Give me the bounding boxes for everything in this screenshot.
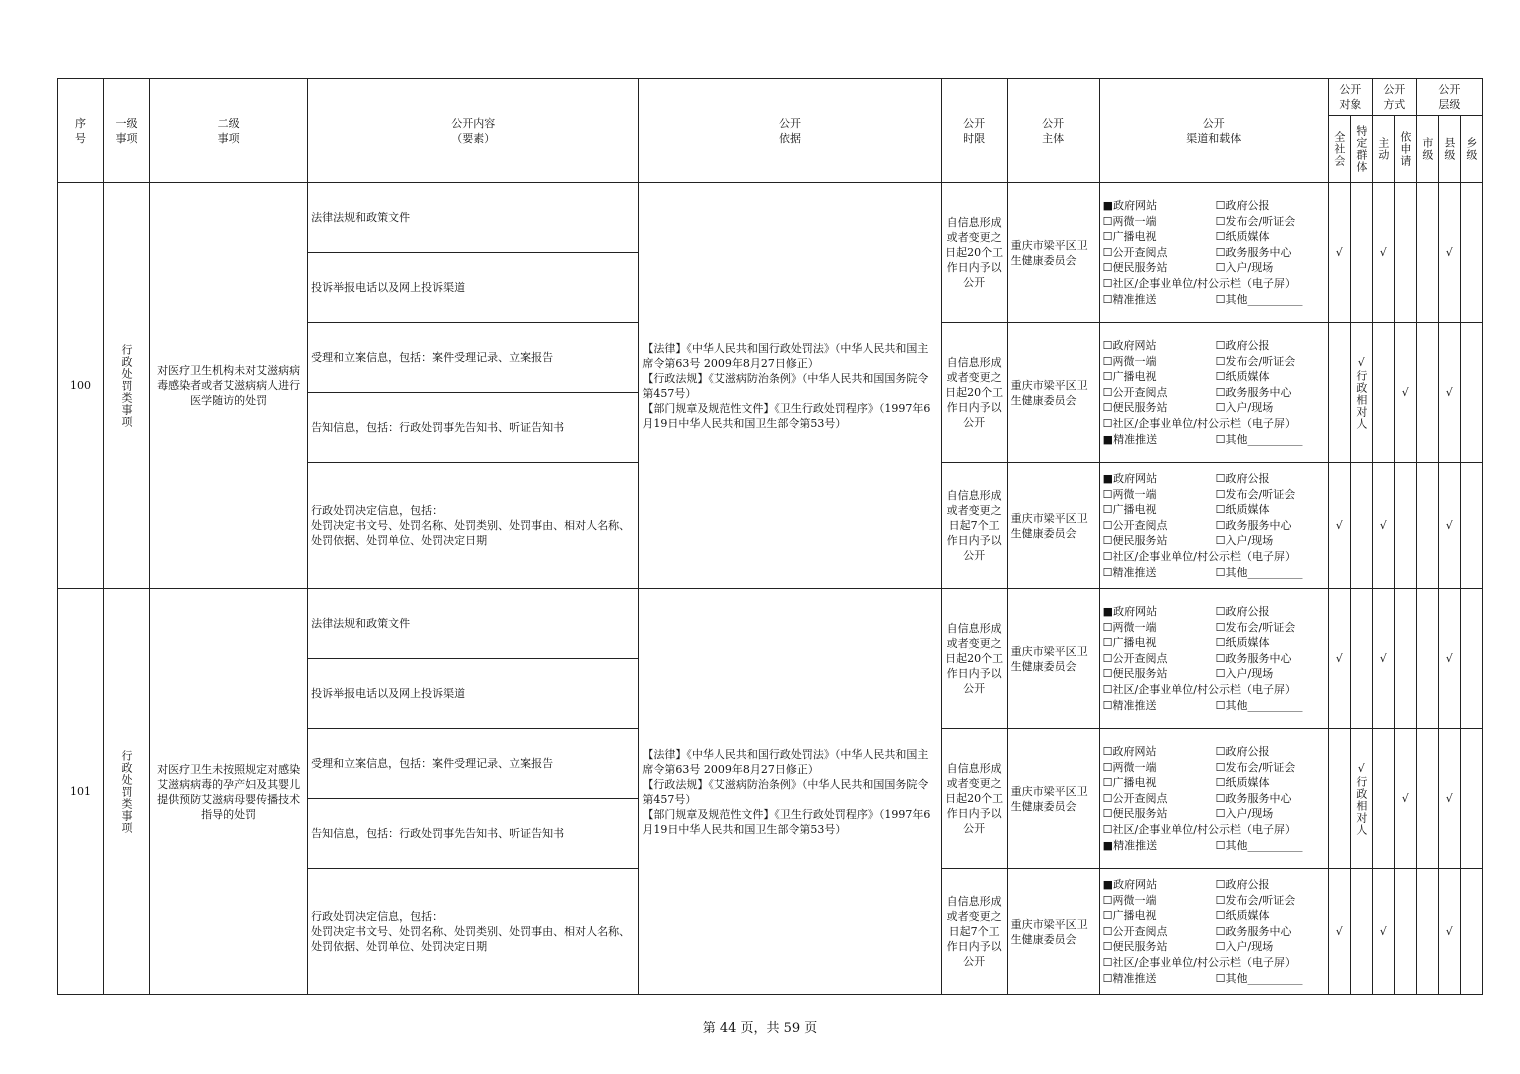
channel-option: ■政府网站	[1102, 605, 1158, 619]
mark-aud-specific	[1350, 463, 1372, 589]
channel-option: ☐便民服务站	[1102, 807, 1168, 821]
channel-option: ☐政府网站	[1102, 339, 1157, 353]
mark-lv-city	[1416, 589, 1438, 729]
channel-option: ☐发布会/听证会	[1215, 620, 1296, 634]
mark-lv-county: √	[1438, 589, 1460, 729]
mark-m-request: √	[1394, 323, 1416, 463]
mark-m-active	[1372, 323, 1394, 463]
header-lv-city: 市级	[1416, 116, 1438, 183]
item-deadline: 自信息形成或者变更之日起20个工作日内予以公开	[941, 323, 1007, 463]
channel-option: ☐政务服务中心	[1215, 385, 1292, 399]
mark-lv-county: √	[1438, 323, 1460, 463]
mark-m-request	[1394, 463, 1416, 589]
mark-m-request	[1394, 183, 1416, 323]
item-seq: 101	[58, 589, 104, 995]
channel-option: ☐发布会/听证会	[1215, 354, 1296, 368]
channel-option: ☐公开查阅点	[1102, 518, 1168, 532]
channel-option: ☐社区/企事业单位/村公示栏（电子屏）	[1102, 276, 1296, 290]
channel-option: ☐两微一端	[1102, 214, 1157, 228]
channel-option: ■政府网站	[1102, 878, 1158, 892]
mark-aud-specific: √行政相对人	[1350, 323, 1372, 463]
channel-option: ■精准推送	[1102, 839, 1158, 853]
item-channels	[1099, 183, 1328, 323]
header-method: 公开 方式	[1372, 79, 1416, 116]
mark-aud-all: √	[1328, 183, 1350, 323]
header-aud-specific: 特定群体	[1350, 116, 1372, 183]
header-subject: 公开 主体	[1007, 79, 1099, 183]
channel-option: ☐精准推送	[1102, 699, 1157, 713]
channel-option: ☐纸质媒体	[1215, 909, 1270, 923]
item-content: 投诉举报电话以及网上投诉渠道	[308, 659, 639, 729]
channel-option: ☐入户/现场	[1215, 940, 1274, 954]
channel-option: ☐发布会/听证会	[1215, 760, 1296, 774]
channel-option: ☐政务服务中心	[1215, 518, 1292, 532]
item-content: 法律法规和政策文件	[308, 589, 639, 659]
channel-option: ☐入户/现场	[1215, 667, 1274, 681]
channel-option: ☐广播电视	[1102, 776, 1157, 790]
channel-option: ☐政府公报	[1215, 878, 1270, 892]
mark-lv-town	[1460, 869, 1482, 995]
channel-option: ☐政府公报	[1215, 199, 1270, 213]
mark-lv-town	[1460, 589, 1482, 729]
channel-option: ☐两微一端	[1102, 354, 1157, 368]
mark-aud-all	[1328, 729, 1350, 869]
channel-option: ☐精准推送	[1102, 566, 1157, 580]
mark-aud-all: √	[1328, 589, 1350, 729]
mark-lv-city	[1416, 729, 1438, 869]
item-subject: 重庆市梁平区卫生健康委员会	[1007, 869, 1099, 995]
channel-option: ☐社区/企事业单位/村公示栏（电子屏）	[1102, 955, 1296, 969]
channel-option: ☐社区/企事业单位/村公示栏（电子屏）	[1102, 549, 1296, 563]
channel-option: ☐入户/现场	[1215, 534, 1274, 548]
channel-option: ☐公开查阅点	[1102, 651, 1168, 665]
channel-option: ☐纸质媒体	[1215, 230, 1270, 244]
item-level1: 行政处罚类事项	[104, 183, 150, 589]
channel-option: ☐公开查阅点	[1102, 385, 1168, 399]
item-subject: 重庆市梁平区卫生健康委员会	[1007, 729, 1099, 869]
header-m-active: 主动	[1372, 116, 1394, 183]
channel-option: ☐精准推送	[1102, 293, 1157, 307]
item-content: 法律法规和政策文件	[308, 183, 639, 253]
mark-aud-all	[1328, 323, 1350, 463]
page-footer: 第 44 页，共 59 页	[702, 1021, 818, 1036]
channel-option: ☐其他__________	[1215, 699, 1303, 713]
item-channels	[1099, 729, 1328, 869]
mark-lv-county: √	[1438, 729, 1460, 869]
mark-lv-town	[1460, 463, 1482, 589]
item-basis: 【法律】《中华人民共和国行政处罚法》（中华人民共和国主席令第63号 2009年8月27日修正） 【行政法规】《艾滋病防治条例》（中华人民共和国国务院令第457号） 【部门规章及规范性文件】《卫生行政处罚程序》（1997年6月19日中华人民共和国卫生部令第53号）	[639, 589, 941, 995]
item-content: 告知信息，包括：行政处罚事先告知书、听证告知书	[308, 393, 639, 463]
item-channels	[1099, 323, 1328, 463]
mark-lv-city	[1416, 869, 1438, 995]
header-lv-county: 县级	[1438, 116, 1460, 183]
item-level1: 行政处罚类事项	[104, 589, 150, 995]
mark-lv-county: √	[1438, 869, 1460, 995]
mark-lv-county: √	[1438, 183, 1460, 323]
header-audience: 公开 对象	[1328, 79, 1372, 116]
item-subject: 重庆市梁平区卫生健康委员会	[1007, 323, 1099, 463]
channel-option: ☐社区/企事业单位/村公示栏（电子屏）	[1102, 822, 1296, 836]
mark-m-active	[1372, 729, 1394, 869]
mark-aud-all: √	[1328, 869, 1350, 995]
channel-option: ☐政府公报	[1215, 745, 1270, 759]
mark-m-request	[1394, 589, 1416, 729]
item-content: 告知信息，包括：行政处罚事先告知书、听证告知书	[308, 799, 639, 869]
header-deadline: 公开 时限	[941, 79, 1007, 183]
channel-option: ☐入户/现场	[1215, 807, 1274, 821]
channel-option: ☐两微一端	[1102, 760, 1157, 774]
item-channels	[1099, 589, 1328, 729]
channel-option: ☐其他__________	[1215, 972, 1303, 986]
channel-option: ☐广播电视	[1102, 636, 1157, 650]
channel-option: ☐便民服务站	[1102, 401, 1168, 415]
channel-option: ☐广播电视	[1102, 503, 1157, 517]
channel-option: ☐纸质媒体	[1215, 636, 1270, 650]
channel-option: ☐两微一端	[1102, 620, 1157, 634]
channel-option: ☐广播电视	[1102, 370, 1157, 384]
mark-lv-town	[1460, 323, 1482, 463]
mark-aud-specific: √行政相对人	[1350, 729, 1372, 869]
mark-lv-town	[1460, 729, 1482, 869]
mark-m-request: √	[1394, 729, 1416, 869]
channel-option: ☐广播电视	[1102, 230, 1157, 244]
header-level1: 一级 事项	[104, 79, 150, 183]
item-subject: 重庆市梁平区卫生健康委员会	[1007, 183, 1099, 323]
channel-option: ☐公开查阅点	[1102, 791, 1168, 805]
channel-option: ☐纸质媒体	[1215, 776, 1270, 790]
header-aud-all: 全社会	[1328, 116, 1350, 183]
mark-lv-county: √	[1438, 463, 1460, 589]
item-channels	[1099, 463, 1328, 589]
item-channels	[1099, 869, 1328, 995]
channel-option: ☐纸质媒体	[1215, 370, 1270, 384]
channel-option: ☐两微一端	[1102, 893, 1157, 907]
item-deadline: 自信息形成或者变更之日起20个工作日内予以公开	[941, 183, 1007, 323]
channel-option: ☐精准推送	[1102, 972, 1157, 986]
mark-aud-all: √	[1328, 463, 1350, 589]
channel-option: ■政府网站	[1102, 199, 1158, 213]
channel-option: ☐便民服务站	[1102, 534, 1168, 548]
header-level2: 二级 事项	[150, 79, 308, 183]
header-level: 公开 层级	[1416, 79, 1482, 116]
channel-option: ☐入户/现场	[1215, 401, 1274, 415]
disclosure-table	[57, 78, 1483, 995]
mark-m-active: √	[1372, 869, 1394, 995]
item-deadline: 自信息形成或者变更之日起20个工作日内予以公开	[941, 589, 1007, 729]
mark-lv-city	[1416, 323, 1438, 463]
header-seq: 序 号	[58, 79, 104, 183]
channel-option: ☐其他__________	[1215, 293, 1303, 307]
mark-aud-specific	[1350, 869, 1372, 995]
item-content: 投诉举报电话以及网上投诉渠道	[308, 253, 639, 323]
channel-option: ☐社区/企事业单位/村公示栏（电子屏）	[1102, 682, 1296, 696]
channel-option: ☐入户/现场	[1215, 261, 1274, 275]
channel-option: ☐发布会/听证会	[1215, 214, 1296, 228]
item-basis: 【法律】《中华人民共和国行政处罚法》（中华人民共和国主席令第63号 2009年8月27日修正） 【行政法规】《艾滋病防治条例》（中华人民共和国国务院令第457号） 【部门规章及规范性文件】《卫生行政处罚程序》（1997年6月19日中华人民共和国卫生部令第53号）	[639, 183, 941, 589]
channel-option: ☐政府网站	[1102, 745, 1157, 759]
item-content: 行政处罚决定信息，包括： 处罚决定书文号、处罚名称、处罚类别、处罚事由、相对人名称、处罚依据、处罚单位、处罚决定日期	[308, 869, 639, 995]
mark-m-active: √	[1372, 463, 1394, 589]
header-basis: 公开 依据	[639, 79, 941, 183]
mark-lv-town	[1460, 183, 1482, 323]
channel-option: ☐其他__________	[1215, 433, 1303, 447]
header-m-request: 依申请	[1394, 116, 1416, 183]
mark-m-request	[1394, 869, 1416, 995]
header-content: 公开内容 （要素）	[308, 79, 639, 183]
channel-option: ☐便民服务站	[1102, 940, 1168, 954]
item-content: 行政处罚决定信息，包括： 处罚决定书文号、处罚名称、处罚类别、处罚事由、相对人名称、处罚依据、处罚单位、处罚决定日期	[308, 463, 639, 589]
header-channel: 公开 渠道和载体	[1099, 79, 1328, 183]
header-lv-town: 乡级	[1460, 116, 1482, 183]
channel-option: ■精准推送	[1102, 433, 1158, 447]
mark-m-active: √	[1372, 589, 1394, 729]
mark-lv-city	[1416, 183, 1438, 323]
channel-option: ☐其他__________	[1215, 566, 1303, 580]
channel-option: ☐便民服务站	[1102, 667, 1168, 681]
mark-aud-specific	[1350, 589, 1372, 729]
channel-option: ☐广播电视	[1102, 909, 1157, 923]
channel-option: ■政府网站	[1102, 472, 1158, 486]
item-deadline: 自信息形成或者变更之日起7个工作日内予以公开	[941, 869, 1007, 995]
item-content: 受理和立案信息，包括：案件受理记录、立案报告	[308, 323, 639, 393]
channel-option: ☐政务服务中心	[1215, 651, 1292, 665]
mark-m-active: √	[1372, 183, 1394, 323]
channel-option: ☐政府公报	[1215, 472, 1270, 486]
item-deadline: 自信息形成或者变更之日起7个工作日内予以公开	[941, 463, 1007, 589]
channel-option: ☐政府公报	[1215, 605, 1270, 619]
channel-option: ☐其他__________	[1215, 839, 1303, 853]
table-row	[58, 589, 1483, 659]
channel-option: ☐发布会/听证会	[1215, 487, 1296, 501]
channel-option: ☐政府公报	[1215, 339, 1270, 353]
item-subject: 重庆市梁平区卫生健康委员会	[1007, 589, 1099, 729]
channel-option: ☐政务服务中心	[1215, 245, 1292, 259]
channel-option: ☐公开查阅点	[1102, 924, 1168, 938]
channel-option: ☐发布会/听证会	[1215, 893, 1296, 907]
channel-option: ☐两微一端	[1102, 487, 1157, 501]
item-level2: 对医疗卫生未按照规定对感染艾滋病病毒的孕产妇及其婴儿提供预防艾滋病母婴传播技术指导的处罚	[150, 589, 308, 995]
channel-option: ☐纸质媒体	[1215, 503, 1270, 517]
channel-option: ☐政务服务中心	[1215, 924, 1292, 938]
channel-option: ☐公开查阅点	[1102, 245, 1168, 259]
channel-option: ☐政务服务中心	[1215, 791, 1292, 805]
item-content: 受理和立案信息，包括：案件受理记录、立案报告	[308, 729, 639, 799]
channel-option: ☐便民服务站	[1102, 261, 1168, 275]
mark-lv-city	[1416, 463, 1438, 589]
item-seq: 100	[58, 183, 104, 589]
item-subject: 重庆市梁平区卫生健康委员会	[1007, 463, 1099, 589]
item-level2: 对医疗卫生机构未对艾滋病病毒感染者或者艾滋病病人进行医学随访的处罚	[150, 183, 308, 589]
mark-aud-specific	[1350, 183, 1372, 323]
table-row	[58, 183, 1483, 253]
channel-option: ☐社区/企事业单位/村公示栏（电子屏）	[1102, 416, 1296, 430]
item-deadline: 自信息形成或者变更之日起20个工作日内予以公开	[941, 729, 1007, 869]
